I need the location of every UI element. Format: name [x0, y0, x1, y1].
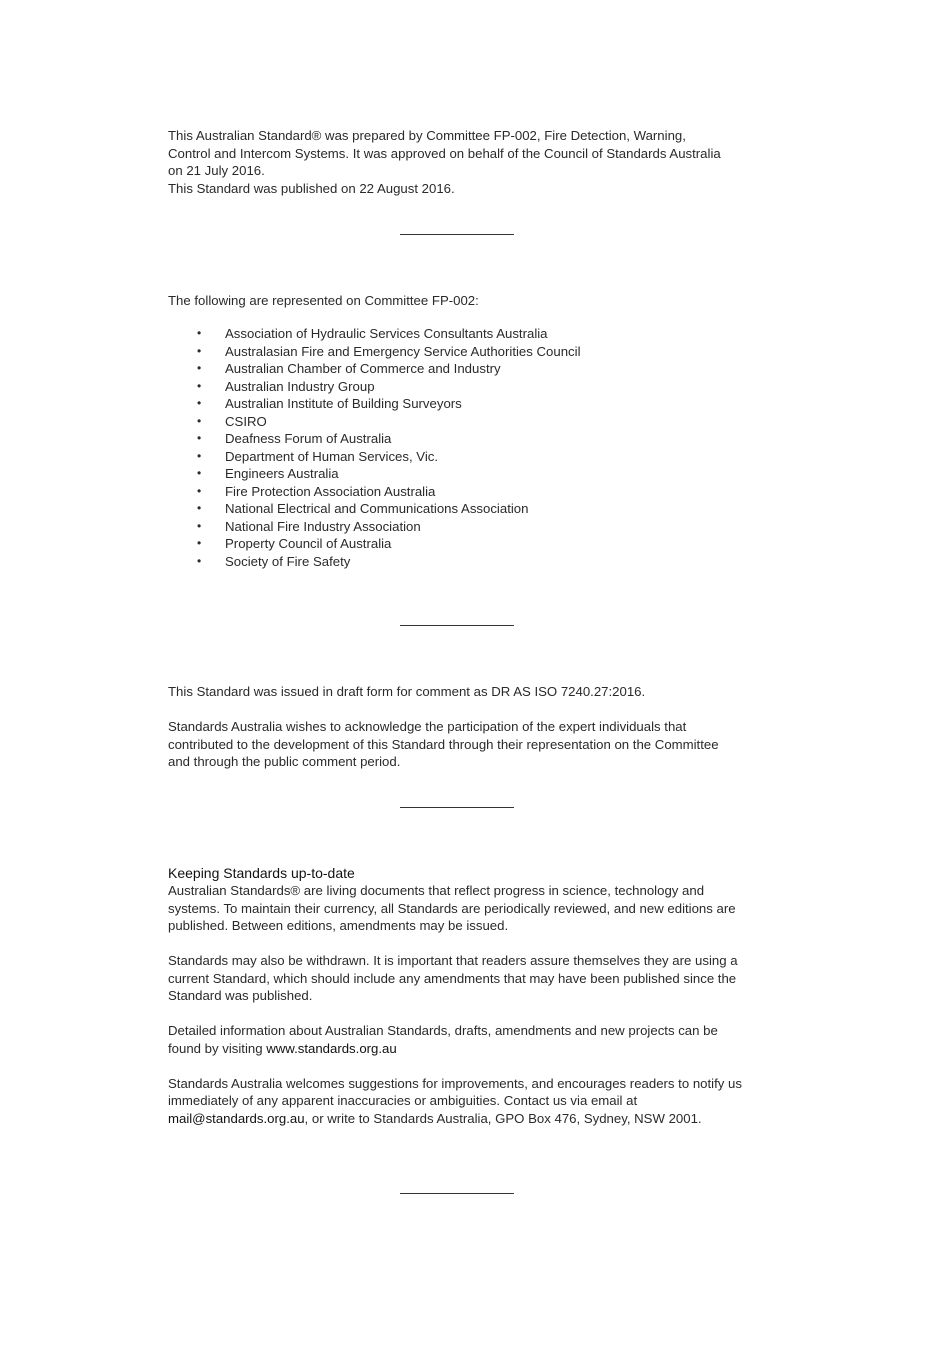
email-link[interactable]: mail@standards.org.au: [168, 1110, 305, 1126]
committee-member-item: [168, 553, 768, 571]
uptodate-paragraph-2: Standards may also be withdrawn. It is important that readers assure themselves they are using a current Standard, which should include any amendments that may have been published since the Standard was published.: [168, 953, 738, 1003]
committee-member-name: Deafness Forum of Australia: [225, 431, 392, 446]
uptodate-block: [168, 864, 748, 1127]
committee-member-item: [168, 518, 768, 536]
committee-member-item: [168, 378, 768, 396]
committee-member-item: [168, 430, 768, 448]
committee-member-name: Australian Institute of Building Surveyors: [225, 396, 462, 411]
bullet-icon: •: [197, 553, 202, 568]
committee-member-name: Australasian Fire and Emergency Service Authorities Council: [225, 343, 581, 359]
committee-member-item: [168, 483, 768, 501]
bullet-icon: •: [197, 448, 202, 463]
acknowledgement: Standards Australia wishes to acknowledge the participation of the expert individuals that contributed to the development of this Standard through their representation on the Committee and through the public comment period.: [168, 719, 719, 769]
uptodate-paragraph-4: [168, 1075, 748, 1128]
publication-date: This Standard was published on 22 August 2016.: [168, 180, 455, 196]
section-divider: [400, 807, 514, 808]
uptodate-paragraph-3: [168, 1022, 748, 1057]
bullet-icon: •: [197, 483, 202, 498]
bullet-icon: •: [197, 378, 202, 393]
committee-member-name: Property Council of Australia: [225, 536, 392, 551]
committee-member-item: [168, 343, 768, 361]
approval-block: [168, 127, 728, 197]
committee-member-name: CSIRO: [225, 413, 267, 429]
website-link[interactable]: www.standards.org.au: [266, 1040, 397, 1056]
committee-member-name: Association of Hydraulic Services Consultants Australia: [225, 326, 548, 341]
bullet-icon: •: [197, 413, 202, 428]
section-divider: [400, 625, 514, 626]
paragraph-4-text: Standards Australia welcomes suggestions for improvements, and encourages readers to notify us immediately of any apparent inaccuracies or ambiguities. Contact us via email at: [168, 1075, 742, 1108]
uptodate-paragraph-1: Australian Standards® are living documents that reflect progress in science, technology and systems. To maintain their currency, all Standards are periodically reviewed, and new editions are published. Between editions, amendments may be issued.: [168, 883, 736, 933]
bullet-icon: •: [197, 431, 202, 445]
bullet-icon: •: [197, 536, 202, 550]
committee-member-name: National Fire Industry Association: [225, 518, 421, 534]
committee-member-item: [168, 325, 768, 343]
draft-issued: This Standard was issued in draft form for comment as DR AS ISO 7240.27:2016.: [168, 684, 646, 699]
paragraph-3-text: Detailed information about Australian Standards, drafts, amendments and new projects can be found by visiting: [168, 1023, 718, 1056]
bullet-icon: •: [197, 361, 202, 375]
bullet-icon: •: [197, 518, 202, 533]
bullet-icon: •: [197, 326, 202, 340]
committee-member-name: Fire Protection Association Australia: [225, 483, 436, 499]
committee-member-name: Engineers Australia: [225, 466, 339, 481]
committee-intro: The following are represented on Committee FP-002:: [168, 293, 479, 308]
bullet-icon: •: [197, 466, 202, 480]
committee-member-item: [168, 413, 768, 431]
bullet-icon: •: [197, 343, 202, 358]
committee-member-name: National Electrical and Communications Association: [225, 501, 529, 516]
committee-member-item: [168, 500, 768, 518]
approval-statement: This Australian Standard® was prepared by Committee FP-002, Fire Detection, Warning, Control and Intercom Systems. It was approved on behalf of the Council of Standards Australia on 21 July 2016.: [168, 128, 721, 178]
committee-intro-block: [168, 292, 768, 310]
committee-member-name: Australian Chamber of Commerce and Industry: [225, 361, 501, 376]
bullet-icon: •: [197, 501, 202, 515]
committee-member-item: [168, 360, 768, 378]
bullet-icon: •: [197, 396, 202, 410]
section-divider: [400, 1193, 514, 1194]
committee-member-item: [168, 448, 768, 466]
committee-member-item: [168, 465, 768, 483]
paragraph-4-tail: , or write to Standards Australia, GPO Box 476, Sydney, NSW 2001.: [304, 1110, 702, 1126]
committee-member-list: [168, 325, 768, 570]
committee-member-name: Australian Industry Group: [225, 378, 375, 394]
committee-member-name: Department of Human Services, Vic.: [225, 448, 439, 464]
committee-member-name: Society of Fire Safety: [225, 553, 351, 569]
section-divider: [400, 234, 514, 235]
committee-member-item: [168, 535, 768, 553]
committee-member-item: [168, 395, 768, 413]
draft-block: [168, 683, 728, 771]
uptodate-heading: Keeping Standards up-to-date: [168, 865, 355, 881]
